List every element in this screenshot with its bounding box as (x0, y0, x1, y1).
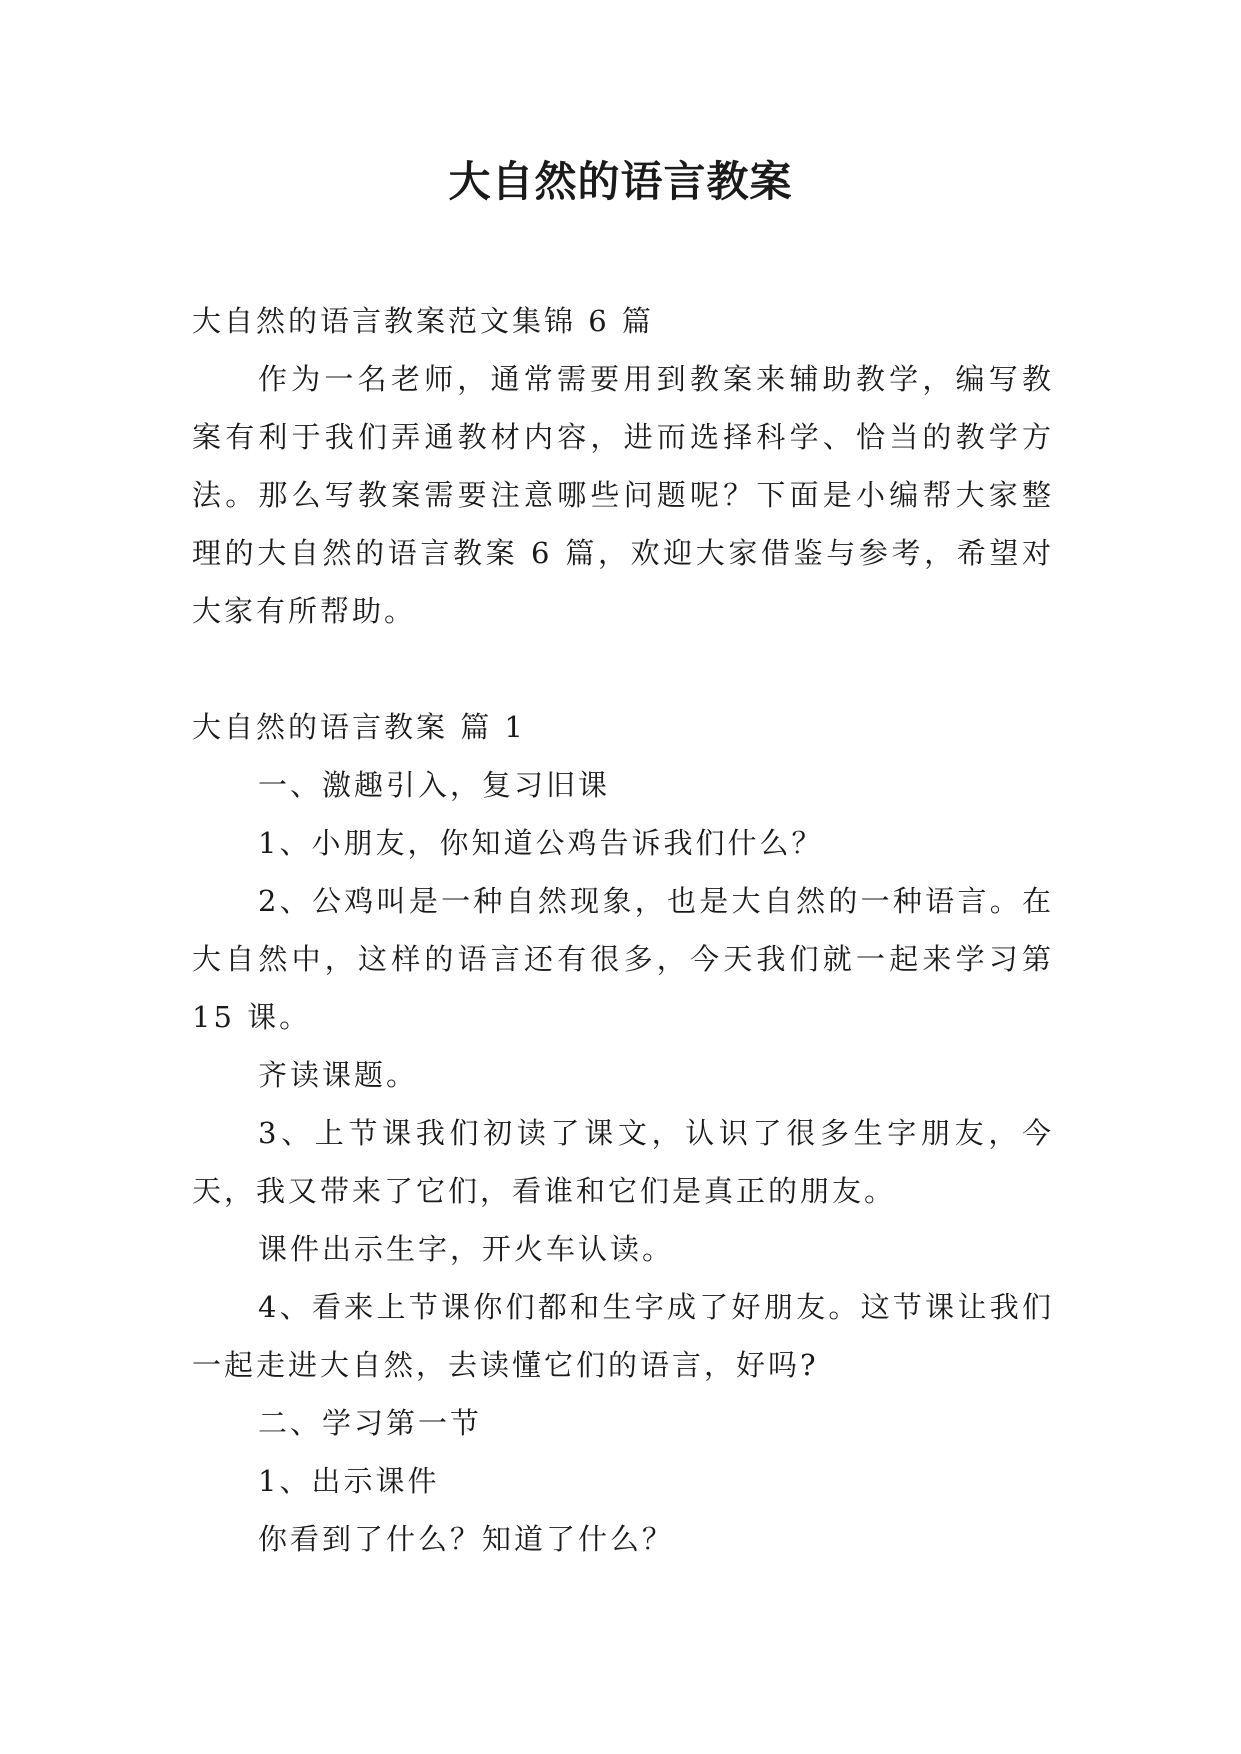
body-paragraph: 二、学习第一节 (258, 1406, 483, 1440)
document-subtitle: 大自然的语言教案范文集锦 6 篇 (192, 304, 654, 338)
body-paragraph: 4、看来上节课你们都和生字成了好朋友。这节课让我们一起走进大自然，去读懂它们的语言，好吗? (192, 1290, 1054, 1382)
body-paragraph: 1、小朋友，你知道公鸡告诉我们什么？ (258, 826, 824, 860)
intro-paragraph: 作为一名老师，通常需要用到教案来辅助教学，编写教案有利于我们弄通教材内容，进而选择科学、恰当的教学方法。那么写教案需要注意哪些问题呢？下面是小编帮大家整理的大自然的语言教案 6 篇，欢迎大家借鉴与参考，希望对大家有所帮助。 (192, 362, 1054, 628)
section-heading: 大自然的语言教案 篇 1 (192, 710, 526, 744)
body-paragraph: 齐读课题。 (258, 1058, 419, 1092)
body-paragraph: 一、激趣引入，复习旧课 (258, 768, 611, 802)
body-paragraph: 课件出示生字，开火车认读。 (258, 1232, 675, 1266)
body-paragraph: 你看到了什么？知道了什么？ (258, 1522, 675, 1556)
paragraph-spacer (192, 640, 1054, 698)
body-paragraph: 3、上节课我们初读了课文，认识了很多生字朋友，今天，我又带来了它们，看谁和它们是真正的朋友。 (192, 1116, 1054, 1208)
body-paragraph: 2、公鸡叫是一种自然现象，也是大自然的一种语言。在大自然中，这样的语言还有很多，今天我们就一起来学习第 15 课。 (192, 884, 1054, 1034)
document-body (192, 292, 1054, 1568)
body-paragraph: 1、出示课件 (258, 1464, 440, 1498)
document-title: 大自然的语言教案 (448, 157, 793, 206)
